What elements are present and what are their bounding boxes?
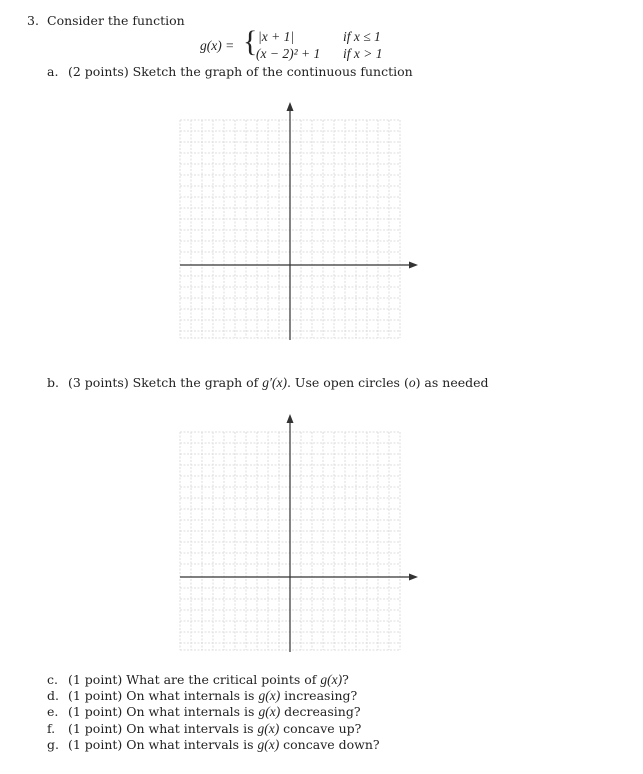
question-f-end: concave up? bbox=[279, 721, 362, 736]
graph-grid-b[interactable] bbox=[175, 412, 425, 657]
x-axis-arrow bbox=[409, 262, 418, 269]
question-c-text: (1 point) What are the critical points of bbox=[68, 672, 321, 687]
question-d bbox=[47, 688, 357, 704]
part-b-text-pre: (3 points) Sketch the graph of bbox=[68, 375, 263, 390]
y-axis-arrow bbox=[287, 102, 294, 111]
y-axis-arrow bbox=[287, 414, 294, 423]
question-e-text: (1 point) On what internals is bbox=[68, 704, 259, 719]
x-axis-arrow bbox=[409, 574, 418, 581]
part-b-label: b. bbox=[47, 375, 59, 390]
question-c-label: c. bbox=[47, 672, 58, 687]
question-e-label: e. bbox=[47, 704, 59, 719]
question-c bbox=[47, 672, 349, 688]
question-d-math: g(x) bbox=[258, 688, 281, 703]
case-2-condition: if x > 1 bbox=[343, 46, 383, 61]
part-b-circle-symbol: o bbox=[408, 375, 416, 390]
case-1-expression: |x + 1| bbox=[258, 29, 295, 44]
problem-intro: Consider the function bbox=[47, 13, 185, 28]
question-e-math: g(x) bbox=[258, 704, 281, 719]
question-d-label: d. bbox=[47, 688, 59, 703]
question-g bbox=[47, 737, 380, 753]
question-g-end: concave down? bbox=[279, 737, 380, 752]
question-c-math: g(x) bbox=[320, 672, 343, 687]
question-f-math: g(x) bbox=[257, 721, 280, 736]
part-b-text-post: ) as needed bbox=[415, 375, 489, 390]
part-b-text-mid: . Use open circles ( bbox=[286, 375, 409, 390]
function-name: g(x) = bbox=[200, 38, 235, 53]
question-e-end: decreasing? bbox=[280, 704, 361, 719]
graph-grid-a[interactable] bbox=[175, 100, 425, 345]
question-f bbox=[47, 721, 361, 737]
question-g-label: g. bbox=[47, 737, 59, 752]
part-b-derivative: g′(x) bbox=[262, 375, 287, 390]
question-f-text: (1 point) On what intervals is bbox=[68, 721, 258, 736]
question-d-end: increasing? bbox=[280, 688, 358, 703]
part-a bbox=[47, 64, 413, 79]
case-2-expression: (x − 2)² + 1 bbox=[256, 46, 321, 61]
left-brace: { bbox=[243, 25, 258, 58]
question-g-text: (1 point) On what intervals is bbox=[68, 737, 258, 752]
question-f-label: f. bbox=[47, 721, 56, 736]
part-a-text: (2 points) Sketch the graph of the continuous function bbox=[68, 64, 413, 79]
problem-number: 3. bbox=[27, 13, 39, 28]
part-a-label: a. bbox=[47, 64, 59, 79]
question-c-end: ? bbox=[342, 672, 349, 687]
part-b bbox=[47, 375, 489, 391]
question-g-math: g(x) bbox=[257, 737, 280, 752]
case-1-condition: if x ≤ 1 bbox=[343, 29, 381, 44]
question-e bbox=[47, 704, 361, 720]
question-d-text: (1 point) On what internals is bbox=[68, 688, 259, 703]
